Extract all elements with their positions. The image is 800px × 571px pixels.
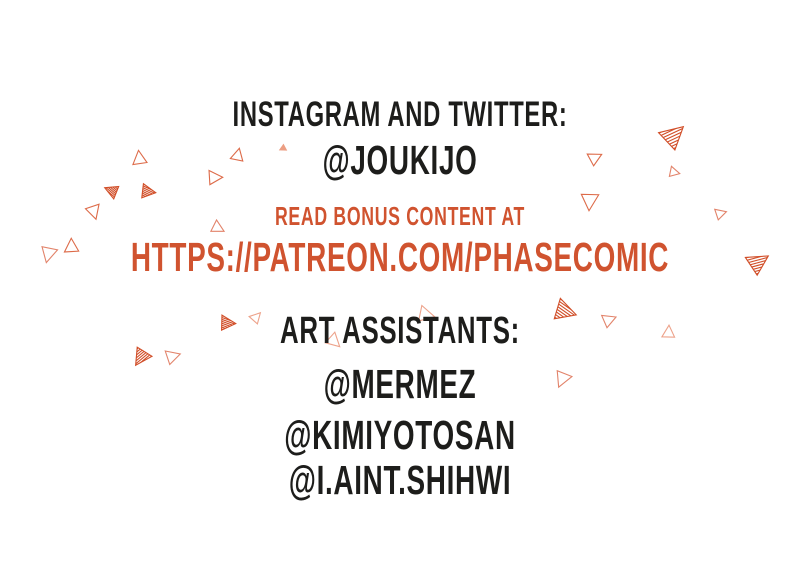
- assistant-handle: @MERMEZ: [323, 361, 477, 407]
- assistant-handle: @I.AINT.SHIHWI: [288, 457, 512, 503]
- social-header: INSTAGRAM AND TWITTER:: [232, 95, 568, 134]
- bonus-content-label: READ BONUS CONTENT AT: [274, 201, 526, 231]
- patreon-url: HTTPS://PATREON.COM/PHASECOMIC: [130, 234, 670, 280]
- social-handle: @JOUKIJO: [322, 137, 478, 183]
- assistant-handle: @KIMIYOTOSAN: [284, 412, 516, 458]
- art-assistants-header: ART ASSISTANTS:: [280, 310, 520, 352]
